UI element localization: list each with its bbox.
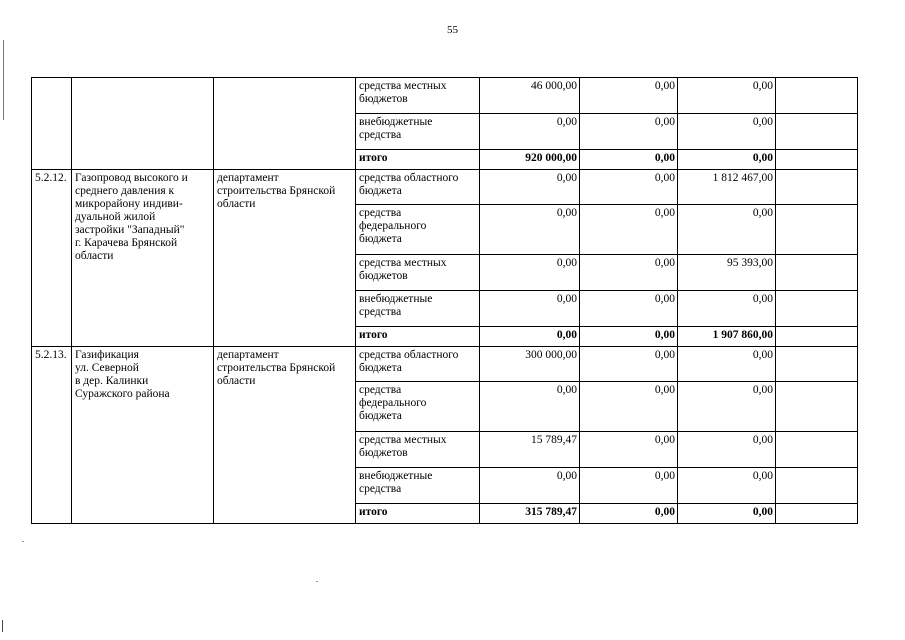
table-row [32, 78, 858, 114]
value-cell: 0,00 [678, 432, 776, 468]
executor-cell [214, 78, 356, 170]
funding-source: средства местных бюджетов [356, 255, 480, 291]
executor-cell: департамент строительства Брянской области [214, 170, 356, 347]
item-number-cell: 5.2.12. [32, 170, 72, 347]
value-cell: 0,00 [480, 205, 580, 255]
funding-source: внебюджетные средства [356, 291, 480, 327]
funding-source: средства областного бюджета [356, 170, 480, 205]
value-cell: 15 789,47 [480, 432, 580, 468]
value-cell: 0,00 [480, 382, 580, 432]
value-cell: 0,00 [678, 382, 776, 432]
value-cell: 0,00 [580, 347, 678, 382]
scan-speck [316, 581, 318, 582]
empty-cell [776, 114, 858, 150]
value-cell: 0,00 [580, 150, 678, 170]
value-cell: 1 907 860,00 [678, 327, 776, 347]
value-cell: 300 000,00 [480, 347, 580, 382]
value-cell: 0,00 [480, 114, 580, 150]
value-cell: 0,00 [580, 114, 678, 150]
funding-source: средства местных бюджетов [356, 432, 480, 468]
value-cell: 0,00 [678, 150, 776, 170]
value-cell: 0,00 [678, 347, 776, 382]
value-cell: 0,00 [678, 291, 776, 327]
value-cell: 0,00 [580, 432, 678, 468]
margin-tick [2, 620, 3, 632]
empty-cell [776, 432, 858, 468]
value-cell: 0,00 [580, 255, 678, 291]
funding-source: средства федерального бюджета [356, 382, 480, 432]
empty-cell [776, 327, 858, 347]
value-cell: 46 000,00 [480, 78, 580, 114]
value-cell: 0,00 [480, 327, 580, 347]
empty-cell [776, 347, 858, 382]
value-cell: 0,00 [678, 468, 776, 504]
empty-cell [776, 504, 858, 524]
funding-source: средства федерального бюджета [356, 205, 480, 255]
funding-source: итого [356, 327, 480, 347]
value-cell: 0,00 [580, 327, 678, 347]
margin-line [3, 40, 4, 120]
empty-cell [776, 78, 858, 114]
empty-cell [776, 150, 858, 170]
value-cell: 0,00 [480, 291, 580, 327]
empty-cell [776, 468, 858, 504]
funding-source: средства местных бюджетов [356, 78, 480, 114]
empty-cell [776, 170, 858, 205]
value-cell: 0,00 [580, 78, 678, 114]
empty-cell [776, 255, 858, 291]
item-name-cell: Газификация ул. Северной в дер. Калинки Суражского района [72, 347, 214, 524]
value-cell: 0,00 [678, 205, 776, 255]
value-cell: 0,00 [678, 504, 776, 524]
value-cell: 0,00 [678, 78, 776, 114]
page-number: 55 [447, 24, 458, 36]
table-row [32, 347, 858, 382]
value-cell: 0,00 [580, 382, 678, 432]
funding-source: средства областного бюджета [356, 347, 480, 382]
item-name-cell [72, 78, 214, 170]
value-cell: 0,00 [480, 468, 580, 504]
value-cell: 0,00 [580, 504, 678, 524]
value-cell: 0,00 [580, 291, 678, 327]
empty-cell [776, 382, 858, 432]
executor-cell: департамент строительства Брянской области [214, 347, 356, 524]
value-cell: 95 393,00 [678, 255, 776, 291]
item-number-cell: 5.2.13. [32, 347, 72, 524]
budget-table [31, 77, 858, 524]
value-cell: 315 789,47 [480, 504, 580, 524]
value-cell: 920 000,00 [480, 150, 580, 170]
value-cell: 0,00 [580, 170, 678, 205]
value-cell: 0,00 [580, 205, 678, 255]
funding-source: итого [356, 504, 480, 524]
value-cell: 0,00 [678, 114, 776, 150]
item-number-cell [32, 78, 72, 170]
value-cell: 0,00 [580, 468, 678, 504]
table-row [32, 170, 858, 205]
scan-speck [22, 541, 24, 542]
funding-source: итого [356, 150, 480, 170]
empty-cell [776, 205, 858, 255]
funding-source: внебюджетные средства [356, 468, 480, 504]
empty-cell [776, 291, 858, 327]
funding-source: внебюджетные средства [356, 114, 480, 150]
value-cell: 0,00 [480, 170, 580, 205]
value-cell: 0,00 [480, 255, 580, 291]
value-cell: 1 812 467,00 [678, 170, 776, 205]
item-name-cell: Газопровод высокого и среднего давления к микрорайону индиви- дуальной жилой застройки "Западный" г. Карачева Брянской области [72, 170, 214, 347]
